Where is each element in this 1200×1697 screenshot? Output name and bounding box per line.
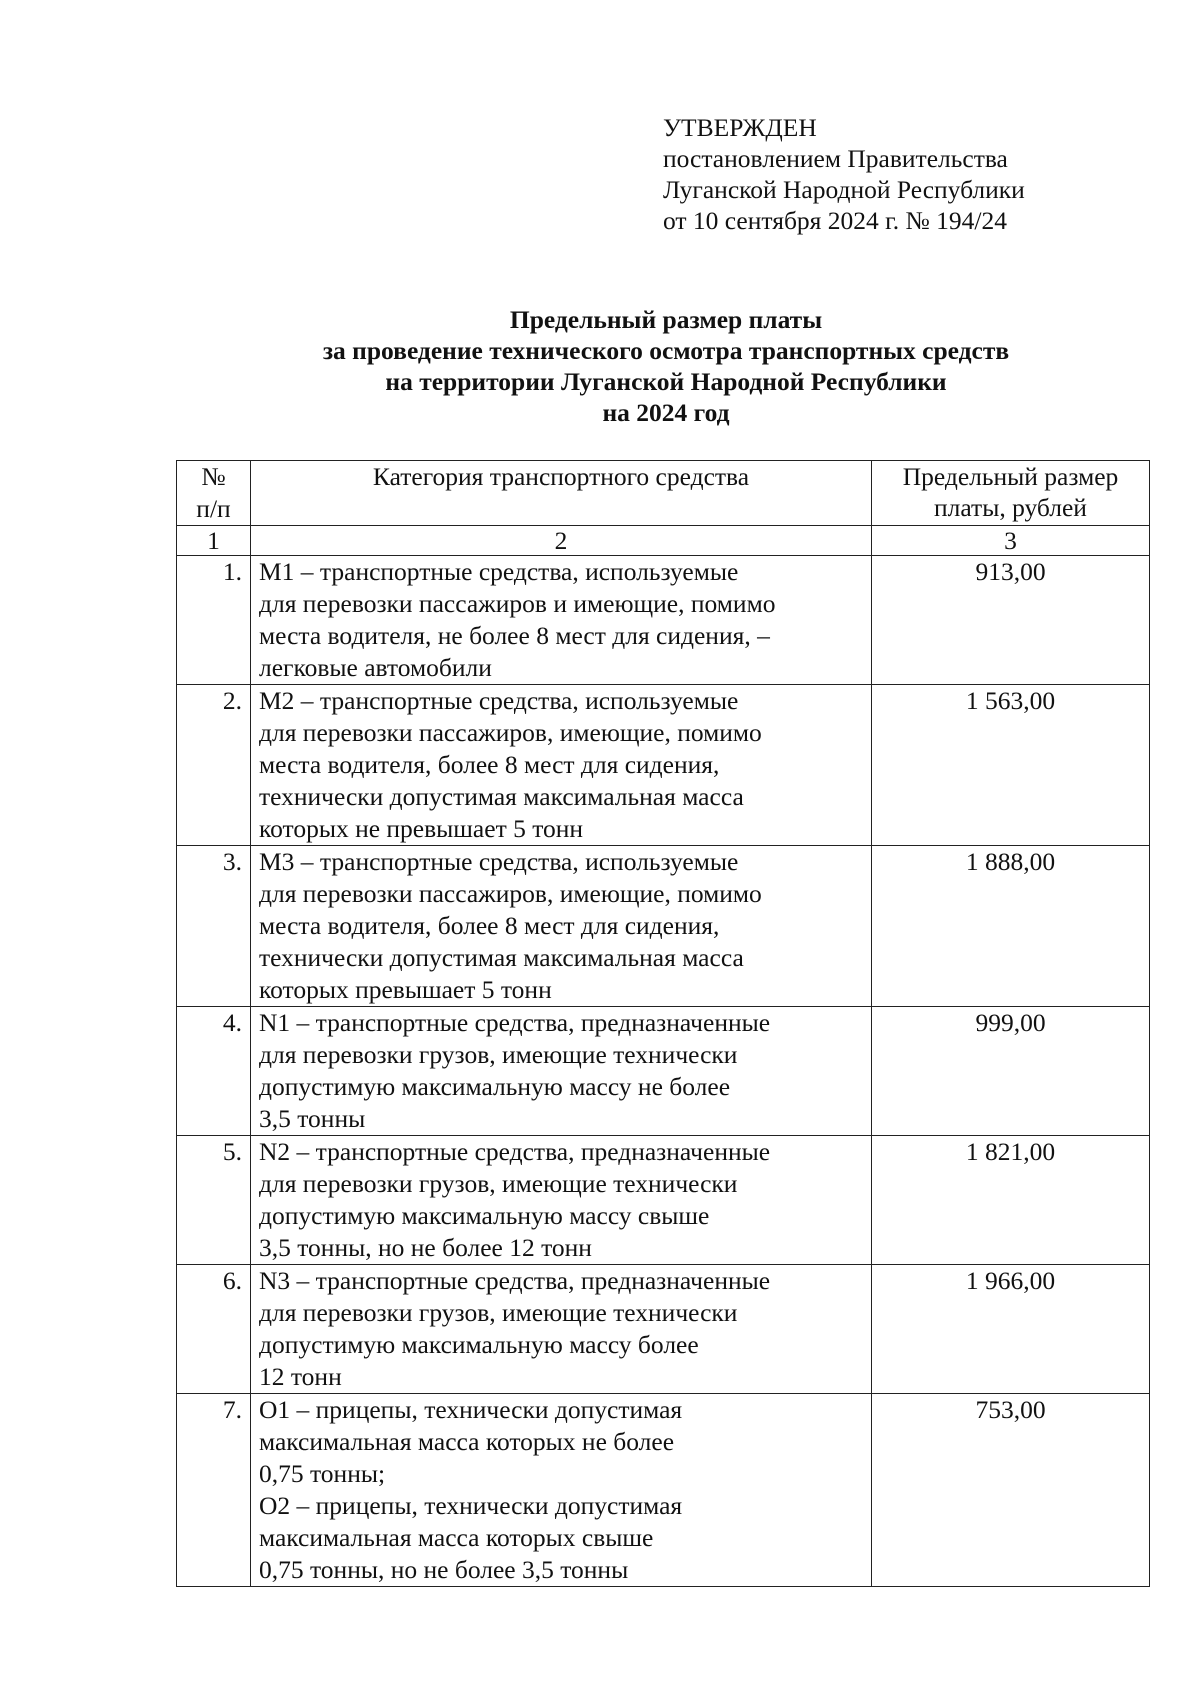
category-line: легковые автомобили	[259, 653, 492, 682]
category-line: М1 – транспортные средства, используемые	[259, 557, 739, 586]
document-title	[0, 304, 1200, 428]
row-fee: 999,00	[872, 1007, 1150, 1136]
category-line: 3,5 тонны	[259, 1104, 366, 1133]
row-category	[251, 1265, 872, 1394]
category-line: максимальная масса которых не более	[259, 1427, 675, 1456]
category-line: для перевозки пассажиров, имеющие, помимо	[259, 879, 762, 908]
table-row	[177, 846, 1150, 1007]
row-fee: 1 563,00	[872, 685, 1150, 846]
row-number: 6.	[177, 1265, 251, 1394]
category-line: 0,75 тонны, но не более 3,5 тонны	[259, 1555, 629, 1584]
category-line: для перевозки грузов, имеющие технически	[259, 1040, 738, 1069]
title-line: на 2024 год	[602, 398, 730, 427]
header-number-line1: №	[201, 462, 226, 491]
column-number: 1	[177, 526, 251, 556]
table-row	[177, 1136, 1150, 1265]
table-row	[177, 556, 1150, 685]
category-line: места водителя, более 8 мест для сидения,	[259, 750, 720, 779]
category-line: которых превышает 5 тонн	[259, 975, 552, 1004]
approval-block	[663, 112, 1025, 236]
category-line: для перевозки грузов, имеющие технически	[259, 1169, 738, 1198]
approval-line: Луганской Народной Республики	[663, 175, 1025, 204]
approval-line: от 10 сентября 2024 г. № 194/24	[663, 206, 1008, 235]
row-category	[251, 685, 872, 846]
category-line: для перевозки грузов, имеющие технически	[259, 1298, 738, 1327]
row-fee: 1 888,00	[872, 846, 1150, 1007]
category-line: О2 – прицепы, технически допустимая	[259, 1491, 683, 1520]
row-category	[251, 1394, 872, 1587]
title-line: Предельный размер платы	[509, 305, 823, 334]
category-line: 3,5 тонны, но не более 12 тонн	[259, 1233, 592, 1262]
row-category	[251, 1136, 872, 1265]
table-row	[177, 685, 1150, 846]
header-category: Категория транспортного средства	[251, 461, 872, 526]
row-number: 7.	[177, 1394, 251, 1587]
header-number-line2: п/п	[196, 494, 231, 523]
approval-line: УТВЕРЖДЕН	[663, 113, 817, 142]
row-number: 3.	[177, 846, 251, 1007]
approval-line: постановлением Правительства	[663, 144, 1008, 173]
category-line: О1 – прицепы, технически допустимая	[259, 1395, 683, 1424]
category-line: места водителя, более 8 мест для сидения,	[259, 911, 720, 940]
category-line: максимальная масса которых свыше	[259, 1523, 654, 1552]
row-category	[251, 1007, 872, 1136]
table-row	[177, 1007, 1150, 1136]
column-number-row	[177, 526, 1150, 556]
header-fee	[872, 461, 1150, 526]
category-line: допустимую максимальную массу более	[259, 1330, 699, 1359]
category-line: технически допустимая максимальная масса	[259, 782, 744, 811]
row-category	[251, 846, 872, 1007]
row-fee: 753,00	[872, 1394, 1150, 1587]
row-fee: 913,00	[872, 556, 1150, 685]
row-number: 4.	[177, 1007, 251, 1136]
column-number: 2	[251, 526, 872, 556]
table-body	[177, 556, 1150, 1587]
category-line: 0,75 тонны;	[259, 1459, 386, 1488]
category-line: для перевозки пассажиров и имеющие, помимо	[259, 589, 776, 618]
category-line: которых не превышает 5 тонн	[259, 814, 584, 843]
category-line: N2 – транспортные средства, предназначенные	[259, 1137, 771, 1166]
category-line: технически допустимая максимальная масса	[259, 943, 744, 972]
category-line: для перевозки пассажиров, имеющие, помимо	[259, 718, 762, 747]
category-line: допустимую максимальную массу не более	[259, 1072, 731, 1101]
fee-table	[176, 460, 1150, 1587]
header-number	[177, 461, 251, 526]
table-header-row	[177, 461, 1150, 526]
title-line: на территории Луганской Народной Республики	[385, 367, 947, 396]
header-fee-line2: платы, рублей	[934, 493, 1087, 522]
row-number: 2.	[177, 685, 251, 846]
row-number: 5.	[177, 1136, 251, 1265]
table-row	[177, 1394, 1150, 1587]
row-number: 1.	[177, 556, 251, 685]
header-fee-line1: Предельный размер	[902, 462, 1119, 491]
table-row	[177, 1265, 1150, 1394]
row-fee: 1 821,00	[872, 1136, 1150, 1265]
row-fee: 1 966,00	[872, 1265, 1150, 1394]
category-line: 12 тонн	[259, 1362, 342, 1391]
row-category	[251, 556, 872, 685]
category-line: М2 – транспортные средства, используемые	[259, 686, 739, 715]
category-line: N1 – транспортные средства, предназначенные	[259, 1008, 771, 1037]
column-number: 3	[872, 526, 1150, 556]
title-line: за проведение технического осмотра транспортных средств	[322, 336, 1010, 365]
category-line: допустимую максимальную массу свыше	[259, 1201, 710, 1230]
category-line: М3 – транспортные средства, используемые	[259, 847, 739, 876]
category-line: места водителя, не более 8 мест для сидения, –	[259, 621, 770, 650]
category-line: N3 – транспортные средства, предназначенные	[259, 1266, 771, 1295]
